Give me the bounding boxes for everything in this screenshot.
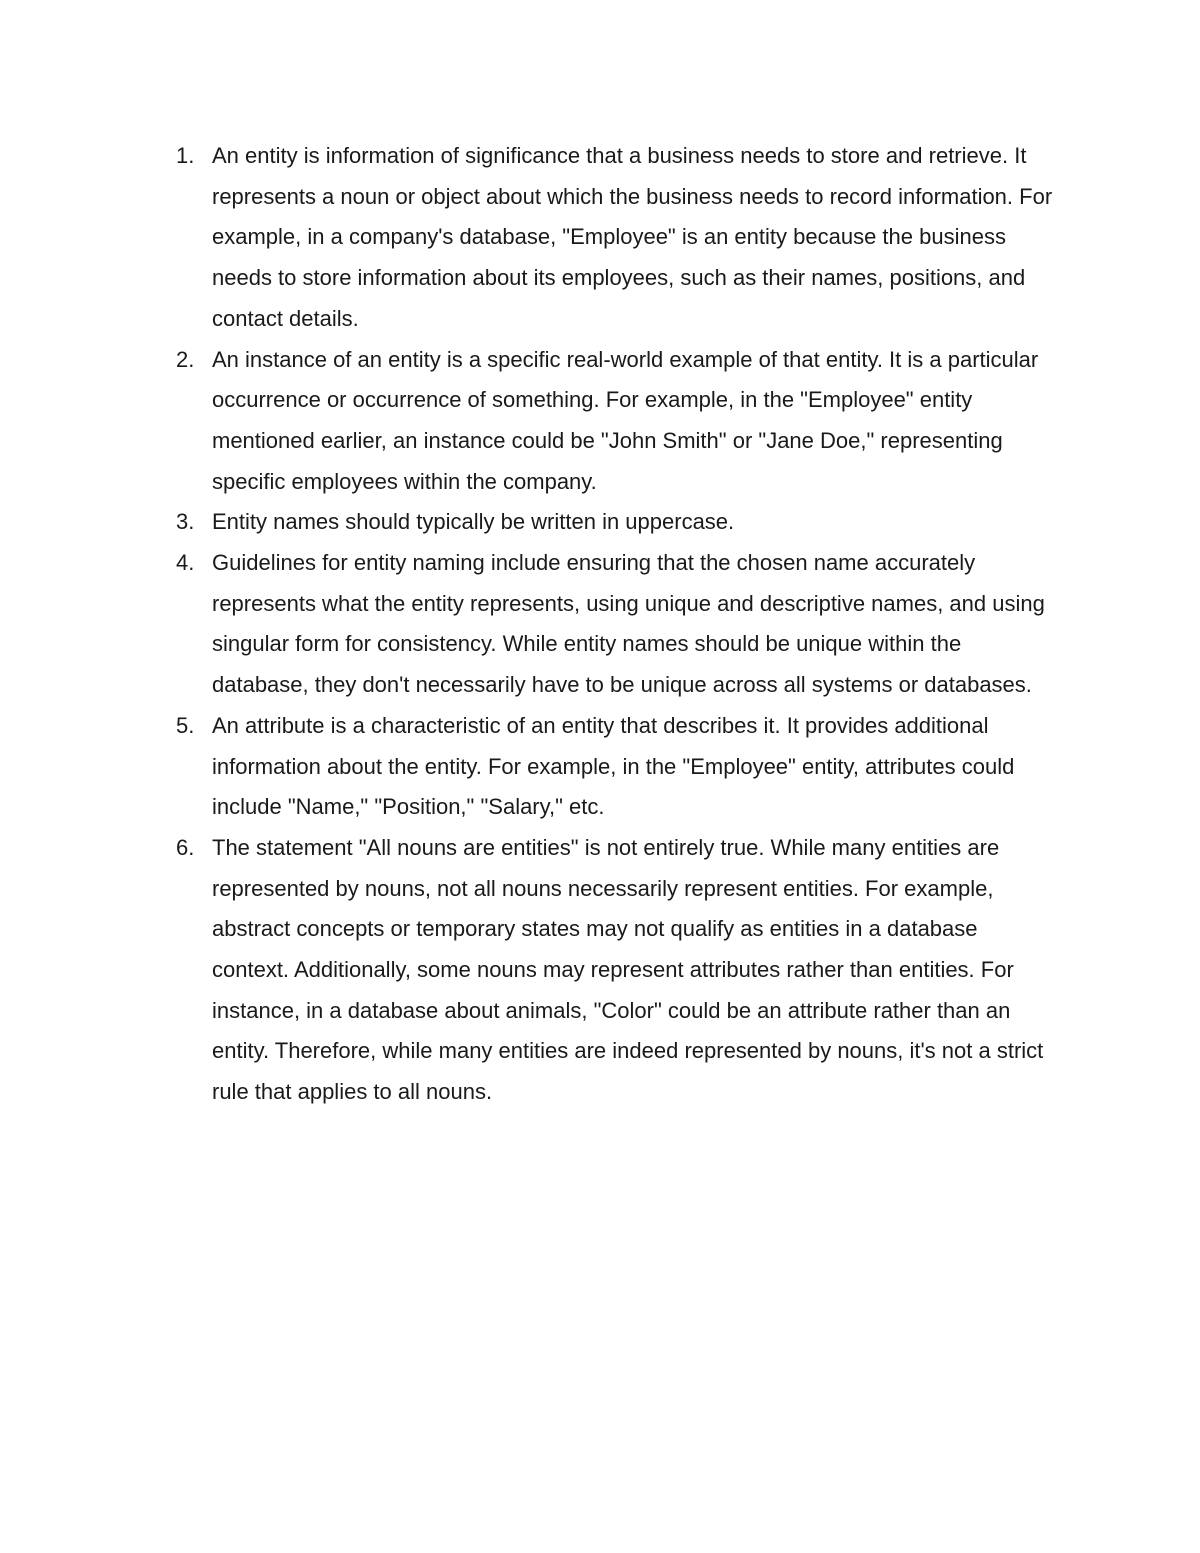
list-item-number: 2. <box>176 346 195 372</box>
list-item-number: 4. <box>176 550 195 576</box>
list-item <box>172 706 1062 828</box>
list-item-number: 1. <box>176 143 195 168</box>
list-item <box>172 502 1062 543</box>
list-item <box>172 828 1062 1113</box>
list-item-text: An attribute is a characteristic of an entity that describes it. It provides additional information about the entity. For example, in the "Employee" entity, attributes could include "Name," "Position," "Salary," etc. <box>212 712 1015 820</box>
list-item-text: An entity is information of significance that a business needs to store and retrieve. It represents a noun or object about which the business needs to record information. For example, in a company's database, "Employee" is an entity because the business needs to store information about its employees, such as their names, positions, and contact details. <box>212 143 1053 331</box>
list-item <box>172 136 1062 340</box>
list-item <box>172 340 1062 503</box>
list-item-number: 3. <box>176 509 195 535</box>
list-item-text: An instance of an entity is a specific real-world example of that entity. It is a particular occurrence or occurrence of something. For example, in the "Employee" entity mentioned earlier, an instance could be "John Smith" or "Jane Doe," representing specific employees within the company. <box>212 346 1039 494</box>
list-item-text: Entity names should typically be written in uppercase. <box>212 509 735 535</box>
list-item-number: 5. <box>176 712 195 738</box>
list-item-number: 6. <box>176 834 195 860</box>
numbered-list <box>172 136 1062 1113</box>
list-item <box>172 543 1062 706</box>
list-item-text: The statement "All nouns are entities" is not entirely true. While many entities are represented by nouns, not all nouns necessarily represent entities. For example, abstract concepts or temporary states may not qualify as entities in a database context. Additionally, some nouns may represent attributes rather than entities. For instance, in a database about animals, "Color" could be an attribute rather than an entity. Therefore, while many entities are indeed represented by nouns, it's not a strict rule that applies to all nouns. <box>212 834 1044 1105</box>
list-item-text: Guidelines for entity naming include ensuring that the chosen name accurately represents what the entity represents, using unique and descriptive names, and using singular form for consistency. While entity names should be unique within the database, they don't necessarily have to be unique across all systems or databases. <box>212 550 1045 698</box>
